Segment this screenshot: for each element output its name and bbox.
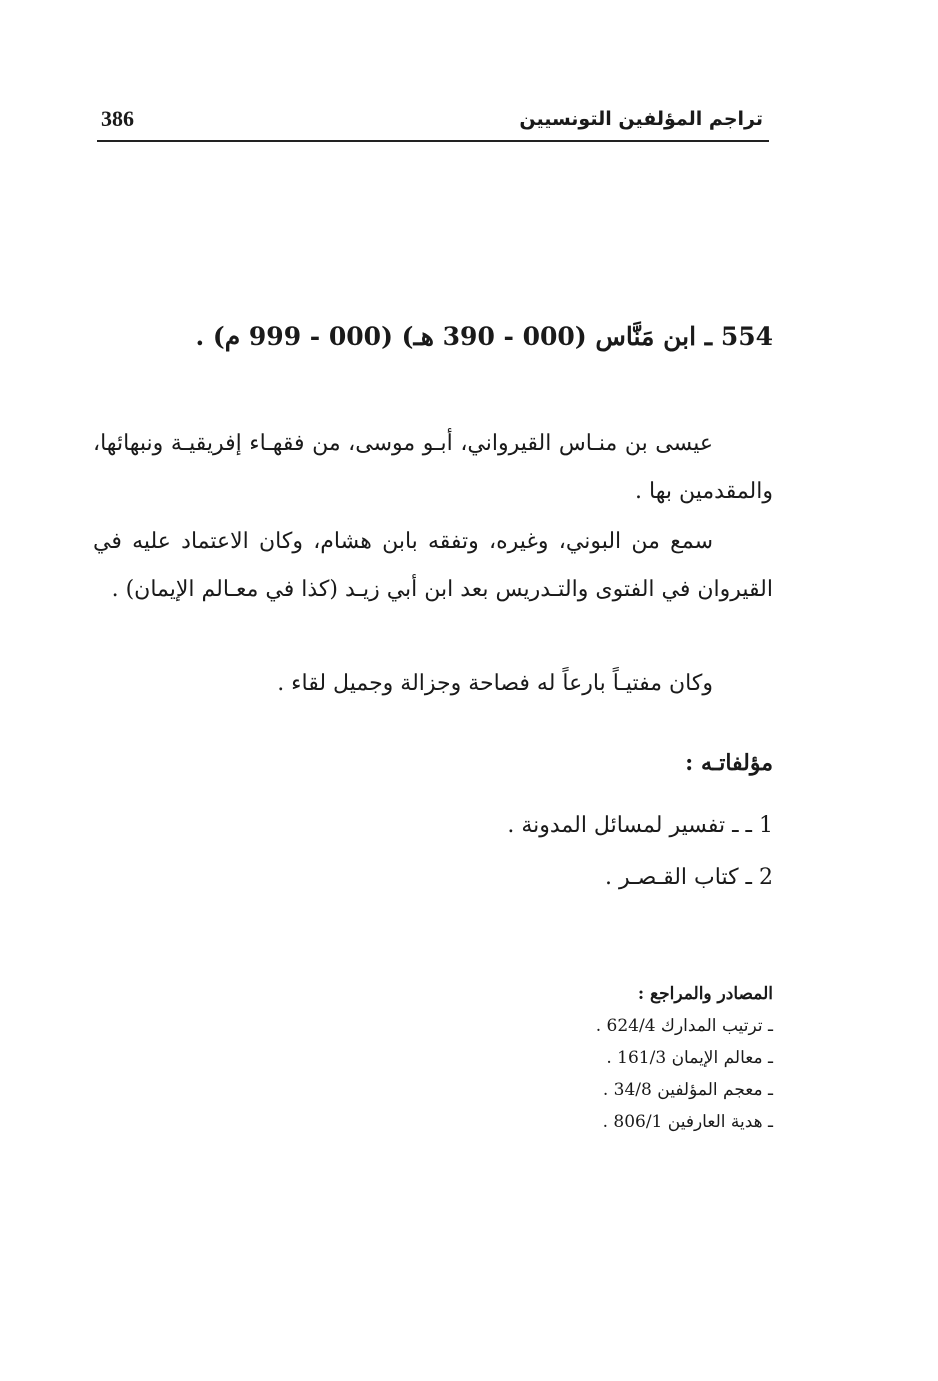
sources-list-item: ـ هدية العارفين 806/1 .	[602, 1112, 773, 1132]
sources-heading: المصادر والمراجع :	[637, 984, 773, 1004]
page-header	[97, 106, 769, 142]
running-title: تراجم المؤلفين التونسيين	[519, 108, 763, 130]
sources-list-item: ـ معجم المؤلفين 34/8 .	[602, 1080, 773, 1100]
biography-paragraph: عيسى بن منـاس القيرواني، أبـو موسى، من فقهـاء إفريقيـة ونبهائها، والمقدمين بها .	[93, 431, 773, 504]
sources-list	[596, 1010, 773, 1138]
biography-paragraph: سمع من البوني، وغيره، وتفقه بابن هشام، وكان الاعتماد عليه في القيروان في الفتوى والتـدريس بعد ابن أبي زيـد (كذا في معـالم الإيمان) .	[93, 529, 773, 602]
biography-paragraph: وكان مفتيـاً بارعاً له فصاحة وجزالة وجميل لقاء .	[277, 671, 713, 696]
sources-list-item: ـ معالم الإيمان 161/3 .	[606, 1048, 773, 1068]
page-number: 386	[101, 106, 134, 131]
works-list	[507, 800, 773, 904]
works-list-item: 2 ـ كتاب القـصـر .	[605, 865, 773, 890]
sources-section	[596, 978, 773, 1138]
sources-list-item: ـ ترتيب المدارك 624/4 .	[595, 1016, 773, 1036]
works-list-item: 1 ـ ـ تفسير لمسائل المدونة .	[507, 813, 773, 838]
works-heading: مؤلفاتـه :	[685, 750, 773, 776]
entry-title: 554 ـ ابن مَنَّاس (000 - 390 هـ) (000 - 999 م) .	[195, 322, 773, 351]
